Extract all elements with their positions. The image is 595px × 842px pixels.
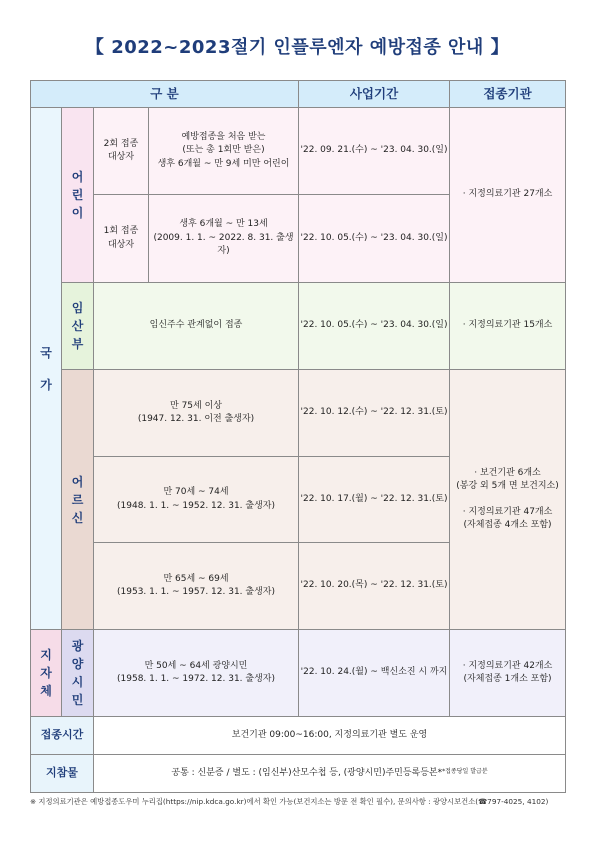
local-institution: · 지정의료기관 42개소 (자체접종 1개소 포함) bbox=[450, 630, 566, 717]
vaccination-table bbox=[30, 80, 566, 793]
local-label: 지 자 체 bbox=[31, 630, 62, 717]
hours-value: 보건기관 09:00~16:00, 지정의료기관 별도 운영 bbox=[94, 717, 566, 755]
pregnant-period: '22. 10. 05.(수) ~ '23. 04. 30.(일) bbox=[299, 283, 450, 370]
child-period-one-dose: '22. 10. 05.(수) ~ '23. 04. 30.(일) bbox=[299, 195, 450, 283]
elderly-target-65: 만 65세 ~ 69세 (1953. 1. 1. ~ 1957. 12. 31. 출생자) bbox=[94, 543, 299, 630]
items-label: 지참물 bbox=[31, 755, 94, 793]
child-period-two-dose: '22. 09. 21.(수) ~ '23. 04. 30.(일) bbox=[299, 108, 450, 195]
table-row bbox=[31, 108, 566, 195]
pregnant-label: 임 산 부 bbox=[62, 283, 94, 370]
elderly-period-70: '22. 10. 17.(월) ~ '22. 12. 31.(토) bbox=[299, 457, 450, 543]
table-row bbox=[31, 630, 566, 717]
elderly-period-65: '22. 10. 20.(목) ~ '22. 12. 31.(토) bbox=[299, 543, 450, 630]
hours-label: 접종시간 bbox=[31, 717, 94, 755]
gwangyang-label: 광 양 시 민 bbox=[62, 630, 94, 717]
table-row bbox=[31, 717, 566, 755]
items-value bbox=[94, 755, 566, 793]
child-type-one-dose: 1회 접종 대상자 bbox=[94, 195, 149, 283]
local-target: 만 50세 ~ 64세 광양시민 (1958. 1. 1. ~ 1972. 12. 31. 출생자) bbox=[94, 630, 299, 717]
header-period: 사업기간 bbox=[299, 81, 450, 108]
pregnant-target: 임신주수 관계없이 접종 bbox=[94, 283, 299, 370]
child-type-two-dose: 2회 접종 대상자 bbox=[94, 108, 149, 195]
child-label: 어 린 이 bbox=[62, 108, 94, 283]
child-target-two-dose: 예방접종을 처음 받는 (또는 총 1회만 받은) 생후 6개월 ~ 만 9세 미만 어린이 bbox=[149, 108, 299, 195]
table-row bbox=[31, 755, 566, 793]
table-header-row bbox=[31, 81, 566, 108]
elderly-institution: · 보건기관 6개소 (봉강 외 5개 면 보건지소) · 지정의료기관 47개소 (자체접종 4개소 포함) bbox=[450, 370, 566, 630]
elderly-target-75: 만 75세 이상 (1947. 12. 31. 이전 출생자) bbox=[94, 370, 299, 457]
child-institution: · 지정의료기관 27개소 bbox=[450, 108, 566, 283]
footnote: ※ 지정의료기관은 예방접종도우미 누리집(https://nip.kdca.go.kr)에서 확인 가능(보건지소는 방문 전 확인 필수), 문의사항 : 광양시보건소(☎797-4025, 4102) bbox=[30, 797, 549, 806]
page-title: 【 2022~2023절기 인플루엔자 예방접종 안내 】 bbox=[85, 37, 510, 58]
elderly-period-75: '22. 10. 12.(수) ~ '22. 12. 31.(토) bbox=[299, 370, 450, 457]
table-row bbox=[31, 370, 566, 457]
items-text: 공통 : 신분증 / 별도 : (임신부)산모수첩 등, (광양시민)주민등록등본* bbox=[171, 767, 443, 778]
items-note: *접종당일 발급분 bbox=[442, 767, 488, 775]
elderly-target-70: 만 70세 ~ 74세 (1948. 1. 1. ~ 1952. 12. 31. 출생자) bbox=[94, 457, 299, 543]
header-category: 구 분 bbox=[31, 81, 299, 108]
local-period: '22. 10. 24.(월) ~ 백신소진 시 까지 bbox=[299, 630, 450, 717]
table-row bbox=[31, 283, 566, 370]
pregnant-institution: · 지정의료기관 15개소 bbox=[450, 283, 566, 370]
elderly-label: 어 르 신 bbox=[62, 370, 94, 630]
header-institution: 접종기관 bbox=[450, 81, 566, 108]
national-label: 국 가 bbox=[31, 108, 62, 630]
child-target-one-dose: 생후 6개월 ~ 만 13세 (2009. 1. 1. ~ 2022. 8. 31. 출생자) bbox=[149, 195, 299, 283]
